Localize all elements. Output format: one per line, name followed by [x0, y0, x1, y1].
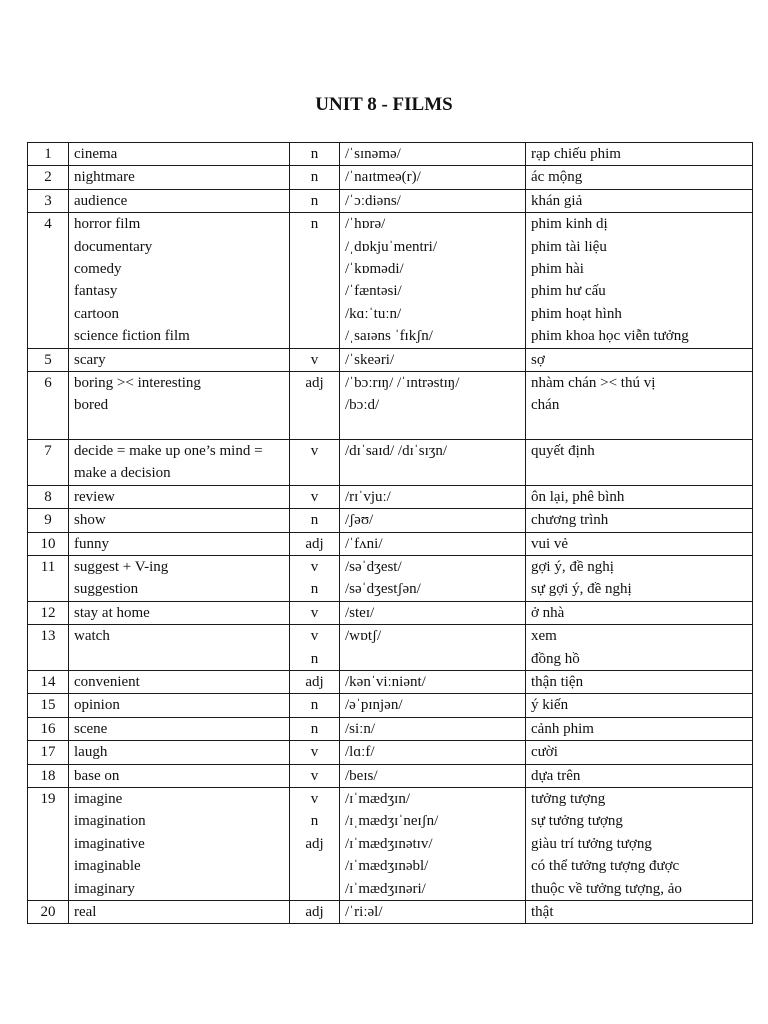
table-row [28, 440, 753, 486]
part-of-speech-line: n [310, 512, 319, 529]
pronunciation-line: /ˈɔːdiəns/ [345, 192, 401, 209]
pronunciation-line: /dɪˈsaɪd/ /dɪˈsɪʒn/ [345, 443, 448, 460]
pronunciation-cell [340, 189, 526, 212]
pronunciation-cell [340, 717, 526, 740]
meaning-line: chương trình [531, 512, 609, 529]
pronunciation-line: /ˈfæntəsi/ [345, 283, 402, 300]
meaning-line: tưởng tượng [531, 790, 606, 807]
pronunciation-line: /ˈfʌni/ [345, 535, 383, 552]
meaning-line: thật [531, 903, 554, 920]
row-number: 13 [40, 628, 56, 645]
pronunciation-line: /ˌdɒkjuˈmentri/ [345, 238, 437, 255]
table-row [28, 532, 753, 555]
part-of-speech-line: n [310, 650, 319, 667]
pronunciation-cell [340, 348, 526, 371]
table-row [28, 556, 753, 602]
part-of-speech-cell [290, 741, 340, 764]
row-number: 16 [40, 720, 56, 737]
row-number-cell [28, 440, 69, 486]
part-of-speech-line: v [310, 488, 319, 505]
word-cell [69, 213, 290, 348]
pronunciation-line: /ˈriːəl/ [345, 903, 383, 920]
part-of-speech-cell [290, 509, 340, 532]
row-number-cell [28, 900, 69, 923]
pronunciation-line: /səˈdʒest/ [345, 559, 402, 576]
pronunciation-line: /wɒtʃ/ [345, 628, 382, 645]
row-number-cell [28, 741, 69, 764]
pronunciation-line: /ʃəʊ/ [345, 512, 374, 529]
word-line: convenient [74, 674, 140, 691]
row-number-cell [28, 717, 69, 740]
part-of-speech-line: adj [305, 374, 324, 391]
word-line: suggestion [74, 581, 139, 598]
part-of-speech-line: adj [305, 903, 324, 920]
pronunciation-line: /bɔːd/ [345, 397, 380, 414]
word-cell [69, 764, 290, 787]
word-cell [69, 485, 290, 508]
page-title: UNIT 8 - FILMS [315, 94, 453, 115]
word-cell [69, 625, 290, 671]
meaning-cell [526, 900, 753, 923]
part-of-speech-cell [290, 764, 340, 787]
word-line: cartoon [74, 305, 119, 322]
part-of-speech-cell [290, 532, 340, 555]
meaning-cell [526, 601, 753, 624]
meaning-line: sự tưởng tượng [531, 813, 623, 830]
part-of-speech-line: n [310, 813, 319, 830]
meaning-cell [526, 143, 753, 166]
meaning-line: ôn lại, phê bình [531, 488, 625, 505]
part-of-speech-line: n [310, 146, 319, 162]
meaning-line: phim hài [531, 260, 584, 277]
meaning-cell [526, 671, 753, 694]
part-of-speech-cell [290, 671, 340, 694]
meaning-cell [526, 625, 753, 671]
pronunciation-cell [340, 671, 526, 694]
table-row [28, 694, 753, 717]
word-line: imaginable [74, 858, 141, 875]
meaning-cell [526, 717, 753, 740]
meaning-line: sự gợi ý, đề nghị [531, 581, 632, 598]
pronunciation-line: /kənˈviːniənt/ [345, 674, 426, 691]
meaning-line: phim tài liệu [531, 238, 607, 255]
meaning-cell [526, 189, 753, 212]
part-of-speech-cell [290, 213, 340, 348]
table-row [28, 348, 753, 371]
row-number: 19 [40, 790, 56, 807]
part-of-speech-cell [290, 371, 340, 439]
table-row [28, 671, 753, 694]
part-of-speech-cell [290, 166, 340, 189]
row-number: 6 [44, 374, 52, 391]
meaning-line: nhàm chán >< thú vị [531, 374, 656, 391]
word-cell [69, 371, 290, 439]
pronunciation-cell [340, 900, 526, 923]
part-of-speech-cell [290, 601, 340, 624]
meaning-cell [526, 348, 753, 371]
meaning-cell [526, 764, 753, 787]
part-of-speech-line: v [310, 744, 319, 761]
part-of-speech-line: adj [305, 835, 324, 852]
pronunciation-line: /rɪˈvjuː/ [345, 488, 391, 505]
pronunciation-cell [340, 601, 526, 624]
pronunciation-line: /ɪˈmædʒɪnətɪv/ [345, 835, 433, 852]
row-number: 20 [40, 903, 56, 920]
word-cell [69, 189, 290, 212]
row-number: 3 [44, 192, 52, 209]
vocabulary-table-body [28, 143, 753, 924]
pronunciation-line: /kɑːˈtuːn/ [345, 305, 402, 322]
meaning-line: cảnh phim [531, 720, 594, 737]
pronunciation-cell [340, 764, 526, 787]
word-cell [69, 348, 290, 371]
row-number: 18 [40, 767, 56, 784]
meaning-line: sợ [531, 351, 545, 368]
part-of-speech-cell [290, 556, 340, 602]
part-of-speech-line: v [310, 790, 319, 807]
meaning-line: đồng hồ [531, 650, 580, 667]
meaning-line: rạp chiếu phim [531, 146, 621, 162]
row-number-cell [28, 601, 69, 624]
pronunciation-line: /ˈnaɪtmeə(r)/ [345, 169, 421, 186]
row-number-cell [28, 625, 69, 671]
row-number: 14 [40, 674, 56, 691]
word-line: laugh [74, 744, 108, 761]
row-number: 9 [44, 512, 52, 529]
pronunciation-cell [340, 787, 526, 900]
word-line: imaginary [74, 880, 135, 897]
meaning-line: ác mộng [531, 169, 583, 186]
row-number-cell [28, 509, 69, 532]
pronunciation-cell [340, 166, 526, 189]
word-line: imagination [74, 813, 146, 830]
word-cell [69, 143, 290, 166]
word-cell [69, 741, 290, 764]
part-of-speech-cell [290, 485, 340, 508]
word-line: imagine [74, 790, 123, 807]
row-number: 8 [44, 488, 52, 505]
part-of-speech-cell [290, 900, 340, 923]
row-number-cell [28, 694, 69, 717]
row-number: 15 [40, 697, 56, 714]
word-line: audience [74, 192, 128, 209]
row-number: 5 [44, 351, 52, 368]
word-cell [69, 440, 290, 486]
vocabulary-table [27, 142, 753, 924]
part-of-speech-line: n [310, 581, 319, 598]
pronunciation-line: /ˈbɔːrɪŋ/ /ˈɪntrəstɪŋ/ [345, 374, 460, 391]
pronunciation-cell [340, 556, 526, 602]
meaning-cell [526, 741, 753, 764]
table-row [28, 143, 753, 166]
row-number: 1 [44, 146, 52, 162]
meaning-cell [526, 440, 753, 486]
meaning-line: khán giả [531, 192, 583, 209]
pronunciation-line: /ɪˈmædʒɪn/ [345, 790, 410, 807]
meaning-cell [526, 694, 753, 717]
row-number-cell [28, 213, 69, 348]
meaning-line: phim kinh dị [531, 216, 608, 233]
pronunciation-cell [340, 143, 526, 166]
word-cell [69, 717, 290, 740]
pronunciation-line: /ɪˌmædʒɪˈneɪʃn/ [345, 813, 439, 830]
meaning-cell [526, 213, 753, 348]
word-line: decide = make up one’s mind = make a decision [74, 443, 263, 482]
meaning-cell [526, 509, 753, 532]
word-line: base on [74, 767, 120, 784]
meaning-cell [526, 556, 753, 602]
meaning-line: gợi ý, đề nghị [531, 559, 614, 576]
row-number-cell [28, 556, 69, 602]
part-of-speech-cell [290, 625, 340, 671]
table-row [28, 189, 753, 212]
part-of-speech-line: v [310, 628, 319, 645]
table-row [28, 213, 753, 348]
part-of-speech-line: adj [305, 535, 324, 552]
meaning-cell [526, 166, 753, 189]
row-number-cell [28, 764, 69, 787]
pronunciation-cell [340, 694, 526, 717]
word-line: boring >< interesting [74, 374, 201, 391]
pronunciation-cell [340, 509, 526, 532]
table-row [28, 764, 753, 787]
pronunciation-line: /ˈhɒrə/ [345, 216, 386, 233]
part-of-speech-cell [290, 143, 340, 166]
pronunciation-cell [340, 625, 526, 671]
meaning-line: xem [531, 628, 557, 645]
word-line: watch [74, 628, 110, 645]
pronunciation-cell [340, 485, 526, 508]
row-number-cell [28, 166, 69, 189]
row-number-cell [28, 787, 69, 900]
row-number-cell [28, 143, 69, 166]
part-of-speech-line: n [310, 169, 319, 186]
table-row [28, 601, 753, 624]
word-line: stay at home [74, 604, 150, 621]
row-number-cell [28, 485, 69, 508]
row-number-cell [28, 189, 69, 212]
row-number-cell [28, 671, 69, 694]
word-line [74, 417, 284, 439]
meaning-line: thuộc về tưởng tượng, ảo [531, 880, 682, 897]
meaning-line: quyết định [531, 443, 595, 460]
part-of-speech-line: v [310, 559, 319, 576]
table-row [28, 787, 753, 900]
word-line: scene [74, 720, 108, 737]
word-line: real [74, 903, 97, 920]
meaning-line: phim khoa học viễn tưởng [531, 328, 689, 345]
table-row [28, 485, 753, 508]
word-line: suggest + V-ing [74, 559, 169, 576]
table-row [28, 717, 753, 740]
meaning-line: dựa trên [531, 767, 581, 784]
word-cell [69, 694, 290, 717]
row-number: 4 [44, 216, 52, 233]
word-line: show [74, 512, 106, 529]
part-of-speech-line: n [310, 720, 319, 737]
pronunciation-cell [340, 532, 526, 555]
pronunciation-line: /beɪs/ [345, 767, 378, 784]
meaning-line: chán [531, 397, 560, 414]
meaning-cell [526, 485, 753, 508]
part-of-speech-line: n [310, 192, 319, 209]
pronunciation-line: /ˈkɒmədi/ [345, 260, 404, 277]
word-cell [69, 671, 290, 694]
part-of-speech-cell [290, 694, 340, 717]
meaning-line: thận tiện [531, 674, 584, 691]
part-of-speech-cell [290, 440, 340, 486]
pronunciation-line: /lɑːf/ [345, 744, 375, 761]
pronunciation-line: /ˈskeəri/ [345, 351, 395, 368]
part-of-speech-cell [290, 717, 340, 740]
word-line: scary [74, 351, 106, 368]
pronunciation-line: /ɪˈmædʒɪnəbl/ [345, 858, 429, 875]
word-line: review [74, 488, 115, 505]
table-row [28, 166, 753, 189]
pronunciation-cell [340, 213, 526, 348]
word-line [74, 648, 284, 670]
table-row [28, 371, 753, 439]
part-of-speech-line: v [310, 443, 319, 460]
meaning-line: phim hoạt hình [531, 305, 622, 322]
table-row [28, 625, 753, 671]
word-line: science fiction film [74, 328, 190, 345]
meaning-cell [526, 787, 753, 900]
word-cell [69, 556, 290, 602]
row-number: 10 [40, 535, 56, 552]
pronunciation-line: /səˈdʒestʃən/ [345, 581, 421, 598]
pronunciation-cell [340, 440, 526, 486]
word-line: nightmare [74, 169, 135, 186]
meaning-line: ở nhà [531, 604, 565, 621]
meaning-cell [526, 371, 753, 439]
row-number-cell [28, 371, 69, 439]
word-line: imaginative [74, 835, 145, 852]
meaning-line: phim hư cấu [531, 283, 606, 300]
word-line: fantasy [74, 283, 118, 300]
word-cell [69, 509, 290, 532]
pronunciation-cell [340, 741, 526, 764]
word-line: cinema [74, 146, 118, 162]
meaning-line: có thể tưởng tượng được [531, 858, 680, 875]
pronunciation-cell [340, 371, 526, 439]
pronunciation-line: /əˈpɪnjən/ [345, 697, 403, 714]
word-line: opinion [74, 697, 120, 714]
table-row [28, 509, 753, 532]
meaning-line: vui vẻ [531, 535, 569, 552]
meaning-line: giàu trí tưởng tượng [531, 835, 652, 852]
table-row [28, 741, 753, 764]
meaning-cell [526, 532, 753, 555]
word-cell [69, 532, 290, 555]
row-number: 2 [44, 169, 52, 186]
meaning-line: cười [531, 744, 558, 761]
word-cell [69, 787, 290, 900]
part-of-speech-cell [290, 787, 340, 900]
row-number: 12 [40, 604, 56, 621]
part-of-speech-line: v [310, 604, 319, 621]
word-line: documentary [74, 238, 153, 255]
word-line: bored [74, 397, 109, 414]
part-of-speech-line: v [310, 767, 319, 784]
part-of-speech-line: adj [305, 674, 324, 691]
part-of-speech-line: n [310, 697, 319, 714]
word-line: funny [74, 535, 109, 552]
pronunciation-line: /siːn/ [345, 720, 376, 737]
meaning-line: ý kiến [531, 697, 569, 714]
part-of-speech-line: n [310, 216, 319, 233]
pronunciation-line: /steɪ/ [345, 604, 375, 621]
row-number-cell [28, 532, 69, 555]
row-number: 7 [44, 443, 52, 460]
word-cell [69, 900, 290, 923]
part-of-speech-cell [290, 189, 340, 212]
row-number: 17 [40, 744, 56, 761]
row-number-cell [28, 348, 69, 371]
word-cell [69, 601, 290, 624]
part-of-speech-line: v [310, 351, 319, 368]
word-line: horror film [74, 216, 141, 233]
table-row [28, 900, 753, 923]
pronunciation-line: /ˈsɪnəmə/ [345, 146, 401, 162]
word-line: comedy [74, 260, 122, 277]
pronunciation-line: /ˌsaɪəns ˈfɪkʃn/ [345, 328, 433, 345]
part-of-speech-cell [290, 348, 340, 371]
row-number: 11 [40, 559, 56, 576]
word-cell [69, 166, 290, 189]
pronunciation-line: /ɪˈmædʒɪnəri/ [345, 880, 426, 897]
